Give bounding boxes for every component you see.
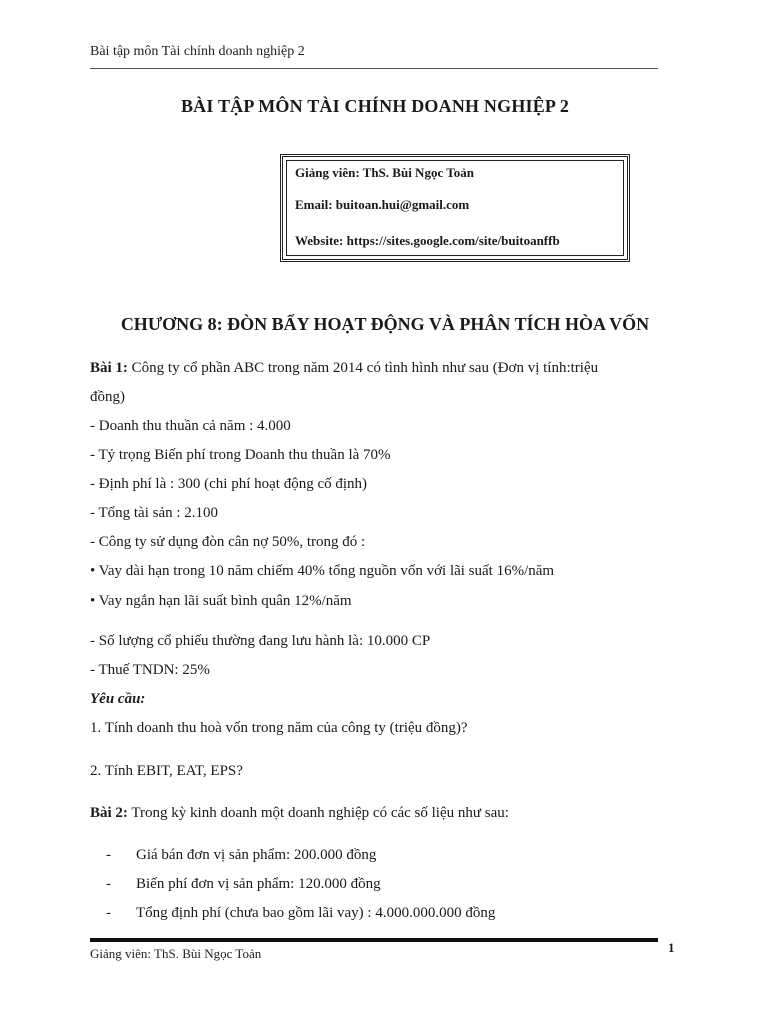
bai1-item: - Công ty sử dụng đòn cân nợ 50%, trong đó : [90, 534, 366, 550]
bai1-requirement: 2. Tính EBIT, EAT, EPS? [90, 763, 243, 779]
bai1-requirement-label [90, 691, 145, 708]
header-rule [90, 68, 658, 69]
bai2-item: - Giá bán đơn vị sản phẩm: 200.000 đồng [106, 847, 377, 863]
bai1-label: Bài 1: [90, 360, 128, 376]
bai1-item: - Định phí là : 300 (chi phí hoạt động cố định) [90, 476, 368, 492]
bai2-item-text: Biến phí đơn vị sản phẩm: 120.000 đồng [136, 876, 381, 892]
bai1-intro-continued: đồng) [90, 389, 125, 405]
bai1-intro [90, 360, 598, 377]
running-header: Bài tập môn Tài chính doanh nghiệp 2 [90, 44, 305, 59]
bai1-item: • Vay dài hạn trong 10 năm chiếm 40% tổng nguồn vốn với lãi suất 16%/năm [90, 563, 555, 579]
bai2-item: - Tổng định phí (chưa bao gồm lãi vay) : 4.000.000.000 đồng [106, 905, 496, 921]
chapter-title: CHƯƠNG 8: ĐÒN BẨY HOẠT ĐỘNG VÀ PHÂN TÍCH HÒA VỐN [120, 314, 650, 334]
bai1-item: - Tổng tài sản : 2.100 [90, 505, 219, 521]
bai1-requirement: 1. Tính doanh thu hoà vốn trong năm của công ty (triệu đồng)? [90, 720, 468, 736]
bai2-item-text: Tổng định phí (chưa bao gồm lãi vay) : 4.000.000.000 đồng [136, 905, 496, 921]
bai1-item: • Vay ngắn hạn lãi suất bình quân 12%/năm [90, 593, 352, 609]
bai2-intro-text: Trong kỳ kinh doanh một doanh nghiệp có các số liệu như sau: [127, 805, 509, 821]
bai2-intro [90, 805, 509, 822]
document-title: BÀI TẬP MÔN TÀI CHÍNH DOANH NGHIỆP 2 [180, 96, 570, 116]
requirement-label-text: Yêu cầu: [90, 691, 146, 707]
bai2-item: - Biến phí đơn vị sản phẩm: 120.000 đồng [106, 876, 381, 892]
page-number: 1 [668, 940, 675, 955]
contact-lecturer: Giảng viên: ThS. Bùi Ngọc Toản [295, 165, 474, 180]
bai1-item: - Doanh thu thuần cả năm : 4.000 [90, 418, 291, 434]
bai1-item: - Tỷ trọng Biến phí trong Doanh thu thuần là 70% [90, 447, 391, 463]
bai1-item: - Số lượng cổ phiếu thường đang lưu hành là: 10.000 CP [90, 633, 431, 649]
contact-email: Email: buitoan.hui@gmail.com [295, 197, 470, 212]
bai2-label: Bài 2: [90, 805, 128, 821]
footer-lecturer: Giảng viên: ThS. Bùi Ngọc Toản [90, 946, 262, 961]
contact-box [280, 154, 630, 262]
bai1-intro-text: Công ty cổ phần ABC trong năm 2014 có tình hình như sau (Đơn vị tính:triệu [127, 360, 599, 376]
bai1-item: - Thuế TNDN: 25% [90, 662, 210, 678]
contact-website: Website: https://sites.google.com/site/buitoanffb [295, 233, 560, 248]
bai2-item-text: Giá bán đơn vị sản phẩm: 200.000 đồng [136, 847, 377, 863]
footer-rule [90, 938, 658, 942]
